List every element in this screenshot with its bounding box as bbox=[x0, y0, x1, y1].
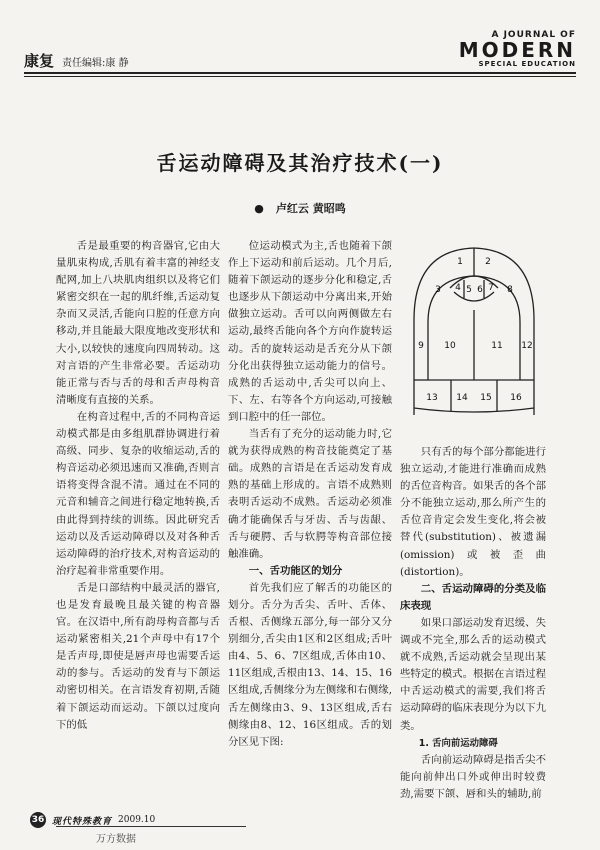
paragraph: 舌向前运动障碍是指舌尖不能向前伸出口外或伸出时较费劲,需要下颌、唇和头的辅助,前 bbox=[400, 753, 546, 800]
column-2 bbox=[228, 238, 392, 751]
zone-label: 8 bbox=[507, 285, 513, 295]
zone-label: 4 bbox=[455, 283, 461, 293]
header-rule-thick bbox=[24, 72, 576, 74]
header-rule-thin bbox=[24, 76, 576, 77]
paragraph: 舌是最重要的构音器官,它由大量肌束构成,舌肌有着丰富的神经支配网,加上八块肌肉组织以及将它们紧密交织在一起的肌纤维,舌运动复杂而又灵活,舌能向口腔的任意方向移动,并且能最大限度地改变形状和大小,以较快的速度向四周转动。这对言语的产生非常必要。舌运动功能正常与否与舌的母和舌声母构音清晰度有直接的关系。 bbox=[56, 240, 220, 406]
paragraph: 只有舌的每个部分都能进行独立运动,才能进行准确而成熟的舌位音构音。如果舌的各个部分不能独立运动,那么所产生的舌位音肯定会发生变化,将会被替代(substitution)、被遗漏(omission)或被歪曲(distortion)。 bbox=[400, 446, 546, 578]
authors-text: 卢红云 黄昭鸣 bbox=[275, 202, 346, 215]
zone-label: 16 bbox=[510, 393, 522, 403]
zone-label: 14 bbox=[456, 393, 468, 403]
paragraph: 首先我们应了解舌的功能区的划分。舌分为舌尖、舌叶、舌体、舌根、舌侧缘五部分,每一部分又分别细分,舌尖由1区和2区组成;舌叶由4、5、6、7区组成,舌体由10、11区组成,舌根由13、14、15、16区组成,舌侧缘分为左侧缘和右侧缘,舌左侧缘由3、9、13区组成,舌右侧缘由8、12、16区组成。舌的划分区见下图: bbox=[228, 581, 392, 748]
paragraph: 在构音过程中,舌的不同构音运动模式都是由多组肌群协调进行着高级、同步、复杂的收缩运动,舌的构音运动必须迅速而又准确,否则言语将变得含混不清。通过在不同的元音和辅音之间进行稳定地转换,舌由此得到持续的训练。因此研究舌运动以及舌运动障碍以及对各种舌运动障碍的治疗技术,对构音运动的治疗起着非常重要作用。 bbox=[56, 410, 220, 577]
zone-label: 1 bbox=[457, 257, 463, 267]
tongue-zone-figure bbox=[404, 240, 544, 420]
journal-logo bbox=[459, 30, 576, 68]
zone-label: 6 bbox=[477, 285, 483, 295]
bullet-icon: ● bbox=[254, 202, 264, 215]
zone-label: 5 bbox=[466, 285, 472, 295]
footer-rule bbox=[56, 826, 246, 827]
journal-line2: MODERN bbox=[458, 38, 576, 62]
zone-label: 13 bbox=[426, 393, 438, 403]
header-left bbox=[24, 50, 129, 71]
zone-label: 3 bbox=[435, 285, 441, 295]
zone-label: 15 bbox=[480, 393, 492, 403]
column-1 bbox=[56, 238, 220, 734]
page-number: 36 bbox=[30, 812, 46, 828]
zone-label: 10 bbox=[444, 341, 456, 351]
zone-label: 7 bbox=[488, 283, 494, 293]
paragraph: 位运动模式为主,舌也随着下颌作上下运动和前后运动。几个月后,随着下颌运动的逐步分化和稳定,舌也逐步从下颌运动中分离出来,开始做独立运动。舌可以向两侧做左右运动,最终舌能向各个方向作旋转运动。舌的旋转运动是舌充分从下颌分化出获得独立运动能力的信号。成熟的舌运动中,舌尖可以向上、下、左、右等各个方向运动,可接触到口腔中的任一部位。 bbox=[228, 240, 392, 423]
footer-journal: 现代特殊教育 bbox=[52, 816, 113, 827]
editor-credit: 责任编辑:康 静 bbox=[62, 58, 129, 69]
column-label: 康复 bbox=[24, 52, 55, 70]
column-3 bbox=[400, 444, 546, 803]
zone-label: 11 bbox=[491, 341, 503, 351]
zone-label: 2 bbox=[485, 257, 491, 267]
paragraph: 如果口部运动发育迟缓、失调或不完全,那么舌的运动模式就不成熟,舌运动就会呈现出某些特定的模式。根据在言语过程中舌运动模式的需要,我们将舌运动障碍的临床表现分为以下九类。 bbox=[400, 616, 546, 732]
article-title: 舌运动障碍及其治疗技术(一) bbox=[156, 151, 444, 175]
zone-label: 12 bbox=[521, 341, 533, 351]
section-heading: 一、舌功能区的划分 bbox=[248, 564, 343, 577]
zone-label: 9 bbox=[418, 341, 424, 351]
section-heading: 二、舌运动障碍的分类及临床表现 bbox=[400, 582, 546, 612]
journal-line1: A JOURNAL OF bbox=[491, 30, 576, 40]
article-authors bbox=[0, 200, 600, 216]
subsection-heading: 1. 舌向前运动障碍 bbox=[418, 737, 498, 749]
paragraph: 当舌有了充分的运动能力时,它就为获得成熟的构音技能奠定了基础。成熟的言语是在舌运动发育成熟的基础上形成的。言语不成熟则表明舌运动不成熟。舌运动必须准确才能确保舌与牙齿、舌与齿龈、舌与硬腭、舌与软腭等构音部位接触准确。 bbox=[228, 428, 392, 560]
paragraph: 舌是口部结构中最灵活的器官,也是发育最晚且最关键的构音器官。在汉语中,所有韵母构音都与舌运动紧密相关,21个声母中有17个是舌声母,即使是唇声母也需要舌运动的参与。舌运动的发育与下颌运动密切相关。在言语发育初期,舌随着下颌运动而运动。下颌以过度向下的低 bbox=[56, 581, 220, 731]
footer-date: 2009.10 bbox=[118, 815, 156, 825]
journal-line3: SPECIAL EDUCATION bbox=[478, 60, 576, 68]
watermark: 万方数据 bbox=[96, 834, 136, 845]
